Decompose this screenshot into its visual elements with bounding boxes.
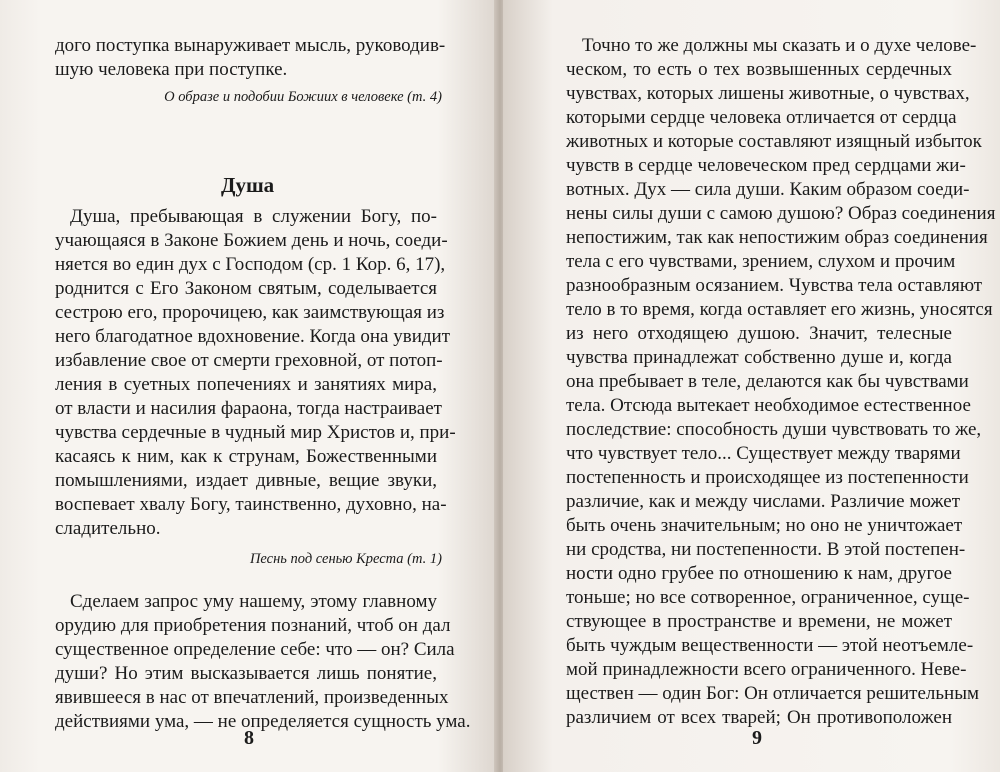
text-line: что чувствует тело... Существует между тварями [566,443,961,464]
text-line: ществен — один Бог: Он отличается решительным [566,683,979,704]
text-line: ности одно грубее по отношению к нам, другое [566,563,952,584]
text-line: существенное определение себе: что — он? Сила [55,639,455,660]
text-line: него благодатное вдохновение. Когда она увидит [55,326,451,347]
text-line: няется во един дух с Господом (ср. 1 Кор. 6, 17), [55,254,446,275]
section-heading: Душа [221,173,275,197]
text-line: вотных. Дух — сила души. Каким образом соеди- [566,179,970,200]
text-line: которыми сердце человека отличается от сердца [566,107,957,128]
text-line: сладительно. [55,518,161,539]
page-number: 9 [752,727,762,749]
text-line: быть очень значительным; но оно не уничтожает [566,515,963,536]
text-line: чувств в сердце человеческом пред сердцами жи- [566,155,966,176]
text-line: животных и которые составляют изящный избыток [566,131,982,152]
text-line: души? Но этим высказывается лишь понятие, [55,663,437,684]
text-line: от власти и насилия фараона, тогда настраивает [55,398,442,419]
text-line: ствующее в пространстве и времени, не может [566,611,952,632]
source-citation: О образе и подобии Божиих в человеке (т. 4) [164,89,442,105]
text-line: мой принадлежности всего ограниченного. Неве- [566,659,967,680]
text-line: избавление свое от смерти греховной, от потоп- [55,350,443,371]
text-line: тело в то время, когда оставляет его жизнь, уносятся [566,299,993,320]
text-line: разнообразным осязанием. Чувства тела оставляют [566,275,983,296]
text-line: Точно то же должны мы сказать и о духе челове- [582,35,977,56]
text-line: роднится с Его Законом святым, соделывается [55,278,437,299]
text-line: орудию для приобретения познаний, чтоб он дал [55,615,451,636]
text-line: ни сродства, ни постепенности. В этой постепен- [566,539,966,560]
text-line: различием от всех тварей; Он противоположен [566,707,952,728]
text-line: постепенность и происходящее из постепенности [566,467,969,488]
text-line: касаясь к ним, как к струнам, Божественными [55,446,437,467]
text-line: непостижим, так как непостижим образ соединения [566,227,988,248]
text-line: тела. Отсюда вытекает необходимое естественное [566,395,971,416]
text-line: чувства сердечные в чудный мир Христов и, при- [55,422,456,443]
text-line: чувства принадлежат собственно душе и, когда [566,347,952,368]
text-line: ления в суетных попечениях и занятиях мира, [55,374,437,395]
text-line: различие, как и между числами. Различие может [566,491,961,512]
text-line: шую человека при поступке. [55,59,288,80]
text-line: Душа, пребывающая в служении Богу, по- [70,206,437,227]
text-line: действиями ума, — не определяется сущность ума. [55,711,471,732]
text-line: помышлениями, издает дивные, вещие звуки, [55,470,437,491]
text-line: воспевает хвалу Богу, таинственно, духовно, на- [55,494,447,515]
text-line: сестрою его, пророчицею, как заимствующая из [55,302,445,323]
text-line: Сделаем запрос уму нашему, этому главному [70,591,437,612]
text-line: из него отходящею душою. Значит, телесные [566,323,952,344]
text-line: дого поступка вынаруживает мысль, руководив- [55,35,446,56]
text-line: чувствах, которых лишены животные, о чувствах, [566,83,970,104]
text-line: быть чуждым вещественности — этой неотъемле- [566,635,974,656]
text-line: учающаяся в Законе Божием день и ночь, соеди- [55,230,448,251]
text-line: тоньше; но все сотворенное, ограниченное, суще- [566,587,970,608]
text-line: нены силы души с самою душою? Образ соединения [566,203,996,224]
text-line: она пребывает в теле, делаются как бы чувствами [566,371,969,392]
text-line: ческом, то есть о тех возвышенных сердечных [566,59,952,80]
source-citation: Песнь под сенью Креста (т. 1) [249,551,442,567]
page-number: 8 [244,727,254,749]
text-line: последствие: способность души чувствовать то же, [566,419,982,440]
text-line: явившееся в нас от впечатлений, произведенных [55,687,449,708]
text-line: тела с его чувствами, зрением, слухом и прочим [566,251,956,272]
